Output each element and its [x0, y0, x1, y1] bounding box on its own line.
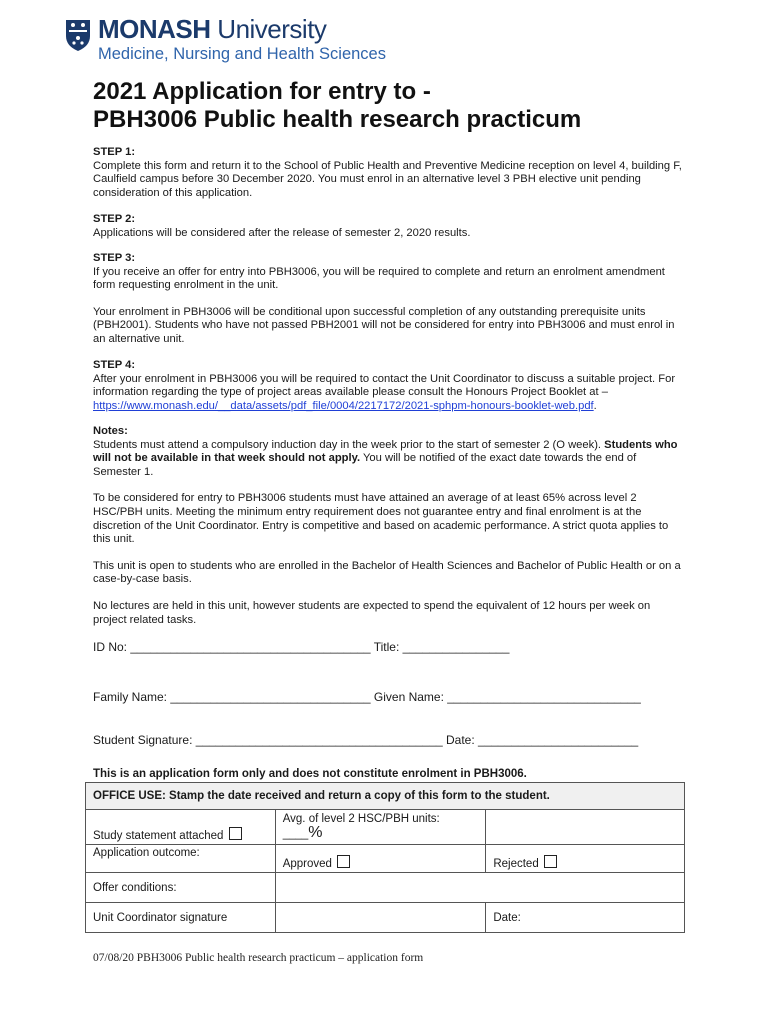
page-footer: 07/08/20 PBH3006 Public health research practicum – application form — [93, 952, 424, 964]
approved-checkbox[interactable] — [337, 855, 350, 868]
step-3 — [93, 252, 683, 347]
rejected-checkbox[interactable] — [544, 855, 557, 868]
approved-cell: Approved — [275, 845, 486, 873]
offer-conditions-label: Offer conditions: — [86, 873, 276, 903]
name-field[interactable]: Family Name: ______________________________ Given Name: _____________________________ — [93, 690, 641, 704]
step-label: STEP 3: — [93, 252, 136, 264]
notes-paragraph: This unit is open to students who are enrolled in the Bachelor of Health Sciences and Bachelor of Public Health or on a case-by-case basis. — [93, 559, 681, 586]
id-title-field[interactable]: ID No: ____________________________________ Title: ________________ — [93, 640, 510, 654]
notes — [93, 425, 683, 627]
step-label: STEP 4: — [93, 359, 136, 371]
coordinator-signature-label: Unit Coordinator signature — [86, 903, 276, 933]
page-title — [93, 78, 581, 134]
signature-date-field[interactable]: Student Signature: _____________________________________ Date: ________________________ — [93, 733, 639, 747]
notes-paragraph: No lectures are held in this unit, however students are expected to spend the equivalent of 12 hours per week on project related tasks. — [93, 599, 651, 626]
honours-booklet-link[interactable]: https://www.monash.edu/__data/assets/pdf_file/0004/2217172/2021-sphpm-honours-booklet-web.pdf — [93, 399, 594, 412]
title-line-2: PBH3006 Public health research practicum — [93, 106, 582, 133]
coordinator-signature-input[interactable] — [275, 903, 486, 933]
empty-cell — [486, 810, 685, 845]
step-label: STEP 2: — [93, 213, 136, 225]
outcome-label: Application outcome: — [86, 845, 276, 873]
notes-paragraph: Students must attend a compulsory induction day in the week prior to the start of semester 2 (O week). Students who will not be available in that week should not apply. You will be notified of the exact date towards the end of Semester 1. — [93, 438, 678, 478]
step-text: Applications will be considered after the release of semester 2, 2020 results. — [93, 226, 471, 239]
step-text: If you receive an offer for entry into PBH3006, you will be required to complete and return an enrolment amendment form requesting enrolment in the unit. — [93, 265, 665, 292]
monash-logo — [64, 14, 404, 64]
study-statement-cell: Study statement attached — [86, 810, 276, 845]
average-input[interactable]: ____ — [282, 828, 309, 840]
office-use-table — [85, 782, 685, 933]
date-label: Date: — [486, 903, 685, 933]
step-text: Your enrolment in PBH3006 will be conditional upon successful completion of any outstanding prerequisite units (PBH2001). Students who have not passed PBH2001 will not be considered for entry into PBH3006 and must enrol in an alternative unit. — [93, 305, 675, 345]
step-1 — [93, 146, 683, 200]
notes-paragraph: To be considered for entry to PBH3006 students must have attained an average of at least 65% across level 2 HSC/PBH units. Meeting the minimum entry requirement does not guarantee entry and final enrolment is at the discretion of the Unit Coordinator. Entry is competitive and based on academic performance. A strict quota applies to this unit. — [93, 492, 669, 546]
average-cell: Avg. of level 2 HSC/PBH units: ____% — [275, 810, 486, 845]
rejected-cell: Rejected — [486, 845, 685, 873]
study-statement-checkbox[interactable] — [229, 827, 242, 840]
step-text: Complete this form and return it to the School of Public Health and Preventive Medicine reception on level 4, building F, Caulfield campus before 30 December 2020. You must enrol in an alternative level 3 PBH elective unit pending consideration of this application. — [93, 159, 682, 199]
disclaimer: This is an application form only and does not constitute enrolment in PBH3006. — [93, 768, 527, 780]
step-text: After your enrolment in PBH3006 you will be required to contact the Unit Coordinator to discuss a suitable project. For information regarding the type of project areas available please consult the Honours Project Booklet at – https://www.monash.edu/__data/assets/pdf_file/0004/2217172/2021-sphpm-honours-booklet-web.pdf. — [93, 372, 676, 412]
notes-label: Notes: — [93, 425, 128, 437]
offer-conditions-input[interactable] — [275, 873, 684, 903]
step-4 — [93, 359, 683, 413]
office-use-header: OFFICE USE: Stamp the date received and return a copy of this form to the student. — [86, 783, 685, 810]
faculty-name: Medicine, Nursing and Health Sciences — [98, 45, 386, 63]
step-label: STEP 1: — [93, 146, 136, 158]
university-name: MONASH University — [98, 14, 327, 44]
step-2 — [93, 213, 683, 240]
monash-shield-icon — [64, 18, 92, 52]
title-line-1: 2021 Application for entry to - — [93, 78, 431, 105]
